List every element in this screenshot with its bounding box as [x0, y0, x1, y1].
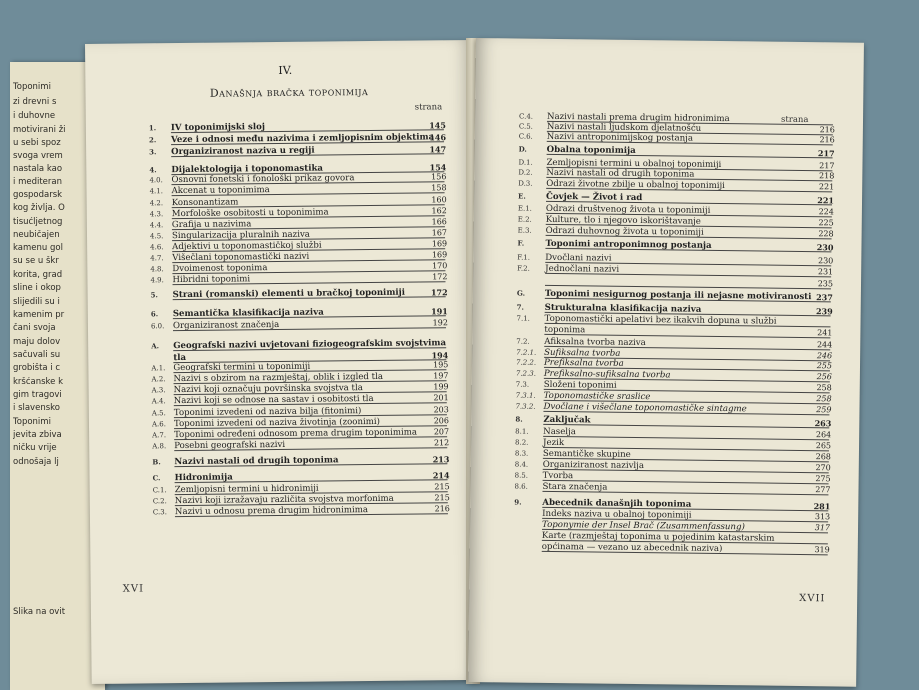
toc-entry-number: 5. [150, 290, 158, 300]
toc-entry-number: A.6. [151, 420, 166, 429]
underlying-text-line: odnošaja lj [13, 457, 59, 467]
toc-entry-title: Stara značenja [542, 481, 608, 493]
toc-entry-number: 4.0. [149, 176, 163, 185]
toc-entry-title: Toponimi određeni odnosom prema drugim toponimima [174, 427, 418, 441]
toc-entry-title: Odrazi društvenog života u toponimiji [545, 203, 711, 216]
toc-entry-number: C.4. [518, 112, 534, 121]
toc-entry-number: C.3. [152, 508, 167, 517]
toc-entry-title: Strukturalna klasifikacija naziva [544, 302, 702, 315]
toc-entry-title: Nazivi koji izražavaju različita svojstva morfonima [174, 493, 394, 507]
toc-entry-page: 246 [816, 351, 833, 361]
toc-entry-number: A. [151, 341, 160, 351]
toc-entry-title: općinama — vezano uz abecednik naziva) [541, 541, 723, 555]
toc-entry-number: 4. [149, 165, 157, 175]
toc-entry-page: 172 [430, 287, 448, 298]
toc-entry [151, 318, 448, 333]
toc-entry-page: 230 [816, 242, 834, 253]
underlying-text-line: čani svoja [13, 323, 56, 333]
toc-entry-number: 4.7. [150, 254, 164, 263]
toc-entry-title: Semantičke skupine [542, 448, 631, 460]
toc-entry-title: Afiksalna tvorba naziva [544, 336, 646, 349]
toc-entry-page: 215 [434, 493, 450, 503]
toc-entry-number: A.2. [151, 375, 166, 384]
toc-entry-number: 7.2.3. [515, 369, 536, 378]
toc-entry-page: 235 [817, 279, 834, 289]
toc-entry-page: 224 [818, 207, 834, 217]
underlying-text-line: Toponimi [13, 82, 51, 92]
toc-entry-page: 228 [818, 229, 834, 239]
toc-entry-title: Osnovni fonetski i fonološki prikaz govora [171, 173, 355, 186]
toc-entry-number: 8.1. [515, 427, 529, 436]
toc-entry-page: 147 [429, 144, 447, 155]
toc-entry-title: Adjektivi u toponomastičkoj službi [172, 240, 322, 253]
toc-entry-page: 221 [817, 195, 835, 206]
toc-entry-page: 154 [429, 162, 447, 173]
toc-entry-number: E. [518, 191, 526, 201]
toc-entry-title: Semantička klasifikacija naziva [172, 307, 324, 320]
underlying-text-line: sline i okop [13, 283, 61, 293]
toc-entry-title: Nazivi nastali od drugih toponima [174, 455, 339, 468]
toc-entry-page: 217 [817, 148, 835, 159]
toc-entry-page: 199 [433, 382, 449, 392]
toc-entry-page: 277 [815, 485, 831, 495]
toc-entry-title: Karte (razmještaj toponima u pojedinim katastarskim [541, 530, 775, 544]
toc-entry-number: 2. [148, 135, 157, 145]
toc-entry-number: 7. [516, 302, 525, 312]
toc-entry-title: Organiziranost nazivlja [542, 459, 645, 472]
toc-entry-title: Abecednik današnjih toponima [542, 497, 692, 510]
toc-entry-title: Toponimi izvedeni od naziva životinja (zoonimi) [173, 416, 381, 430]
toc-entry-page: 317 [814, 523, 831, 533]
toc-entry [153, 504, 450, 519]
toc-entry-number: 6. [150, 309, 159, 319]
toc-entry-number: C.1. [152, 486, 167, 495]
toc-entry-number: 8. [515, 414, 523, 424]
toc-entry-number: D.2. [518, 168, 533, 177]
toc-entry-title: Odrazi duhovnog života u toponimiji [545, 225, 704, 238]
toc-entry-title: Zaključak [543, 414, 591, 426]
toc-entry-page: 215 [434, 482, 450, 492]
toc-entry-page: 259 [816, 405, 832, 415]
toc-entry-number: C.2. [152, 497, 167, 506]
toc-entry-title: Dvočlani nazivi [545, 252, 612, 264]
underlying-text-line: gim tragovi [13, 390, 62, 400]
toc-entry-number: 4.4. [149, 221, 164, 230]
toc-entry [150, 272, 447, 287]
underlying-caption: Slika na ovit [13, 607, 66, 617]
toc-entry-page: 213 [432, 454, 450, 465]
toc-entry-number: 7.2.2. [515, 358, 537, 367]
underlying-text-line: ničku vrije [13, 443, 57, 453]
toc-entry-title: Geografski nazivi uvjetovani fiziogeografskim svojstvima [173, 338, 447, 352]
toc-entry-page: 281 [813, 501, 831, 512]
underlying-text-line: grobišta i c [13, 363, 61, 373]
toc-entry-title: Indeks naziva u obalnoj toponimiji [542, 508, 692, 521]
underlying-text-line: Toponimi [13, 417, 51, 427]
toc-entry-number: A.4. [151, 397, 166, 406]
toc-entry-number: 4.9. [150, 276, 164, 285]
toc-entry-page: 214 [432, 470, 450, 481]
toc-entry-number: F.1. [517, 253, 531, 262]
underlying-text-line: i duhovne [13, 111, 56, 121]
toc-entry-title: Strani (romanski) elementi u bračkoj toponimiji [172, 287, 406, 301]
toc-entry-page: 194 [431, 350, 449, 361]
toc-entry-number: 9. [514, 497, 522, 507]
toc-entry-page: 230 [817, 256, 834, 266]
toc-entry-title: Složeni toponimi [543, 379, 617, 391]
toc-entry-number: 7.3.2. [515, 402, 536, 411]
toc-entry-page: 172 [432, 272, 448, 282]
underlying-text-line: korita, grad [13, 270, 63, 280]
toc-entry-title: Zemljopisni termini u obalnoj toponimiji [546, 157, 722, 171]
toc-entry-page: 216 [819, 125, 835, 135]
toc-entry-page: 263 [814, 418, 832, 429]
toc-entry-number: 4.8. [150, 265, 164, 274]
underlying-text-line: kršćanske k [13, 377, 64, 387]
toc-entry-number: 4.5. [149, 232, 164, 241]
toc-entry-title: Nazivi u odnosu prema drugim hidronimima [174, 505, 369, 518]
toc-entry-title: Toponimi izvedeni od naziva bilja (fitonimi) [173, 406, 362, 419]
toc-entry-title: Organiziranost značenja [172, 319, 280, 332]
toc-entry-page: 201 [433, 393, 449, 403]
toc-entry-page: 145 [429, 120, 446, 131]
toc-entry-title: Toponimi nesigurnog postanja ili nejasne motiviranosti [544, 288, 812, 303]
toc-entry-page: 216 [819, 135, 835, 145]
toc-entry [152, 454, 449, 469]
toc-entry-page: 255 [816, 361, 833, 371]
toc-entry-number: 8.5. [514, 471, 529, 480]
toc-entry-page: 166 [431, 217, 447, 227]
toc-entry-title: IV toponimijski sloj [170, 122, 266, 134]
underlying-text-line: i slavensko [13, 403, 60, 413]
toc-entry [514, 482, 830, 498]
toc-entry-page: 162 [431, 206, 447, 216]
toc-entry-title: Nazivi koji se odnose na sastav i osobitosti tla [173, 393, 374, 407]
toc-entry-title: Toponimi antroponimnog postanja [545, 238, 712, 251]
toc-entry-title: Naselja [543, 426, 576, 438]
toc-entry-page: 197 [433, 371, 449, 381]
underlying-text-line: tisućljetnog [13, 217, 63, 227]
toc-entry-number: 7.1. [516, 314, 530, 323]
toc-entry-number: 8.4. [514, 460, 529, 469]
underlying-text-line: jevita zbiva [13, 430, 62, 440]
page-folio: XVI [122, 583, 145, 595]
toc-entry-page: 258 [816, 394, 832, 404]
toc-entry-title: Tvorba [542, 470, 574, 482]
toc-entry-page: 158 [431, 183, 447, 193]
toc-entry-title: Prefiksalna tvorba [543, 357, 624, 369]
toc-entry-number: G. [516, 288, 526, 298]
toc-entry-number: 4.6. [150, 243, 164, 252]
toc-entry-title: Obalna toponimija [546, 144, 636, 156]
toc-entry-page: 275 [815, 474, 831, 484]
toc-entry-number: 4.3. [149, 210, 164, 219]
toc-entry-number: 4.2. [149, 199, 164, 208]
toc-entry [152, 438, 449, 453]
toc-entry-page: 241 [817, 328, 833, 338]
toc-entry-page: 216 [434, 504, 450, 514]
underlying-text-line: neubičajen [13, 230, 60, 240]
toc-entry-page: 169 [431, 239, 448, 249]
toc-entry-number: F.2. [517, 264, 530, 273]
toc-entry-title: Geografski termini u toponimiji [173, 361, 311, 374]
underlying-text-line: svoga vrem [13, 151, 63, 161]
toc-entry-title: Posebni geografski nazivi [174, 439, 286, 452]
toc-entry-title: Nazivi s obzirom na razmještaj, oblik i izgled tla [173, 371, 383, 385]
toc-entry [149, 144, 446, 159]
toc-entry-page: 156 [431, 172, 447, 182]
toc-entry-page: 221 [818, 182, 835, 192]
toc-entry-page: 244 [816, 340, 833, 350]
toc-entry-page: 207 [433, 427, 450, 437]
toc-entry-page: 268 [815, 452, 831, 462]
toc-entry-title: Sufiksalna tvorba [544, 347, 621, 359]
toc-entry-page: 231 [817, 267, 834, 277]
underlying-text-line: sačuvali su [13, 350, 61, 360]
toc-entry-number: A.7. [152, 431, 167, 440]
toc-entry-page: 270 [815, 463, 831, 473]
toc-entry-page: 146 [429, 132, 447, 143]
toc-entry-number: E.2. [517, 215, 532, 224]
toc-entry-page: 239 [815, 306, 833, 317]
toc-entry-page: 203 [433, 405, 449, 415]
toc-entry-number: 4.1. [149, 187, 163, 196]
underlying-text-line: kamenim pr [13, 310, 65, 320]
toc-entry-title: toponima [544, 324, 586, 336]
toc-entry-number: C.6. [518, 132, 533, 141]
toc-entry [151, 287, 448, 302]
page-column-header: strana [780, 114, 809, 126]
toc-entry-page: 169 [431, 250, 448, 260]
right-page [468, 38, 864, 687]
toc-entry-number: 8.3. [514, 449, 529, 458]
toc-entry-title: tla [173, 352, 187, 364]
toc-entry-title: Organiziranost naziva u regiji [171, 145, 315, 158]
toc-entry-number: D. [518, 144, 527, 154]
toc-entry-page: 217 [819, 161, 835, 171]
toc-entry-title: Jezik [542, 437, 565, 449]
underlying-text-line: nastala kao [13, 164, 63, 174]
toc-entry-number: C. [152, 473, 161, 483]
chapter-title: Današnja bračka toponimija [209, 85, 369, 100]
toc-entry-title: Dvočlane i višečlane toponomastičke sintagme [543, 401, 747, 415]
toc-entry-number: D.3. [518, 179, 533, 188]
underlying-text-line: kog življa. O [13, 203, 65, 213]
toc-entry [514, 542, 830, 558]
toc-entry-title: Hidronimija [174, 472, 233, 484]
underlying-text-line: gospodarsk [13, 190, 63, 200]
underlying-text-line: kamenu gol [13, 243, 63, 253]
toc-entry-number: A.8. [152, 442, 167, 451]
toc-entry-page: 319 [814, 545, 830, 555]
left-page [85, 40, 479, 684]
toc-entry-number: 7.3.1. [515, 391, 536, 400]
toc-entry-title: Odrazi životne zbilje u obalnoj toponimiji [546, 178, 726, 192]
toc-entry-page: 170 [432, 261, 448, 271]
toc-entry-title: Singularizacija pluralnih naziva [171, 229, 310, 242]
toc-entry-number: 7.3. [515, 380, 530, 389]
toc-entry [517, 239, 833, 255]
toc-entry-number: D.1. [518, 158, 533, 167]
toc-entry-title: Toponymie der Insel Brač (Zusammenfassung) [541, 519, 745, 533]
toc-entry-title: Kulture, tlo i njegovo iskorištavanje [545, 214, 701, 227]
toc-entry-number: 1. [148, 123, 157, 133]
toc-entry-page: 212 [433, 438, 450, 448]
toc-entry-page: 192 [432, 318, 448, 328]
toc-entry-title: Konsonantizam [171, 197, 239, 209]
toc-entry-page: 195 [433, 360, 449, 370]
toc-entry-number: B. [152, 457, 161, 467]
toc-entry-number: E.1. [517, 204, 532, 213]
underlying-text-line: su se u škr [13, 256, 59, 266]
toc-entry-title: Zemljopisni termini u hidronimiji [174, 483, 319, 496]
toc-entry-page: 160 [431, 195, 447, 205]
toc-entry-title: Prefiksalno-sufiksalna tvorba [543, 368, 671, 381]
underlying-text-line: i mediteran [13, 177, 62, 187]
toc-entry-title: Dvoimenost toponima [172, 263, 268, 275]
toc-entry-number: A.3. [151, 386, 166, 395]
toc-entry-title: Nazivi nastali prema drugim hidronimima [546, 111, 730, 125]
toc-entry-page: 191 [431, 306, 448, 317]
toc-entry-number: 8.2. [515, 438, 529, 447]
toc-entry-number: A.5. [151, 409, 166, 418]
toc-entry-number: A.1. [151, 364, 166, 373]
toc-entry-number: 8.6. [514, 482, 528, 491]
toc-entry-page: 237 [816, 292, 833, 303]
toc-entry-page: 225 [818, 218, 834, 228]
toc-entry-number: F. [517, 238, 525, 248]
toc-entry-title: Morfološke osobitosti u toponimima [171, 207, 329, 220]
toc-entry-page: 167 [431, 228, 448, 238]
toc-entry-title: Nazivi nastali ljudskom djelatnošću [546, 121, 702, 134]
toc-underline [542, 491, 828, 495]
toc-entry-page: 206 [433, 416, 450, 426]
toc-entry-page: 256 [816, 372, 832, 382]
underlying-text-line: motivirani ži [13, 125, 66, 135]
toc-entry-page: 265 [815, 441, 832, 451]
toc-entry-number: 6.0. [150, 322, 165, 331]
toc-entry-number: 3. [149, 147, 157, 157]
page-column-header: strana [414, 102, 443, 113]
toc-entry-number: E.3. [517, 226, 532, 235]
toc-entry-title: Višečlani toponomastički nazivi [172, 251, 310, 264]
chapter-number: IV. [278, 63, 293, 77]
toc-entry-title: Nazivi koji označuju površinska svojstva tla [173, 383, 363, 396]
toc-entry-title: Toponomastički apelativi bez ikakvih dopuna u službi [544, 313, 777, 327]
underlying-text-line: zi drevni s [13, 97, 57, 107]
page-folio: XVII [799, 592, 826, 605]
underlying-text-line: maju dolov [13, 337, 61, 347]
toc-entry-page: 258 [816, 383, 832, 393]
underlying-text-line: u sebi spoz [13, 138, 61, 148]
toc-entry-title: Čovjek — Život i rad [546, 191, 643, 204]
toc-entry [517, 289, 833, 305]
toc-entry-page: 313 [814, 512, 831, 522]
toc-entry-title: Dijalektologija i toponomastika [171, 163, 324, 176]
toc-entry-title: Hibridni toponimi [172, 274, 251, 286]
toc-entry-title: Toponomastičke sraslice [543, 390, 651, 403]
underlying-text-line: slijedili su i [13, 297, 60, 307]
toc-entry-title: Nazivi nastali od drugih toponima [546, 167, 695, 180]
toc-entry-number: C.5. [518, 122, 533, 131]
toc-entry-page: 264 [815, 430, 832, 440]
toc-entry-title: Veze i odnosi među nazivima i zemljopisnim objektima [170, 132, 435, 146]
toc-entry-number: 7.2.1. [516, 348, 537, 357]
toc-entry-title: Jednočlani nazivi [545, 263, 620, 275]
toc-entry-page: 218 [819, 171, 835, 181]
toc-entry-title: Akcenat u toponimima [171, 185, 270, 197]
toc-entry-title: Nazivi antroponimijskog postanja [546, 131, 694, 144]
toc-entry-title: Grafija u nazivima [171, 219, 252, 231]
toc-entry-number: 7.2. [516, 337, 530, 346]
